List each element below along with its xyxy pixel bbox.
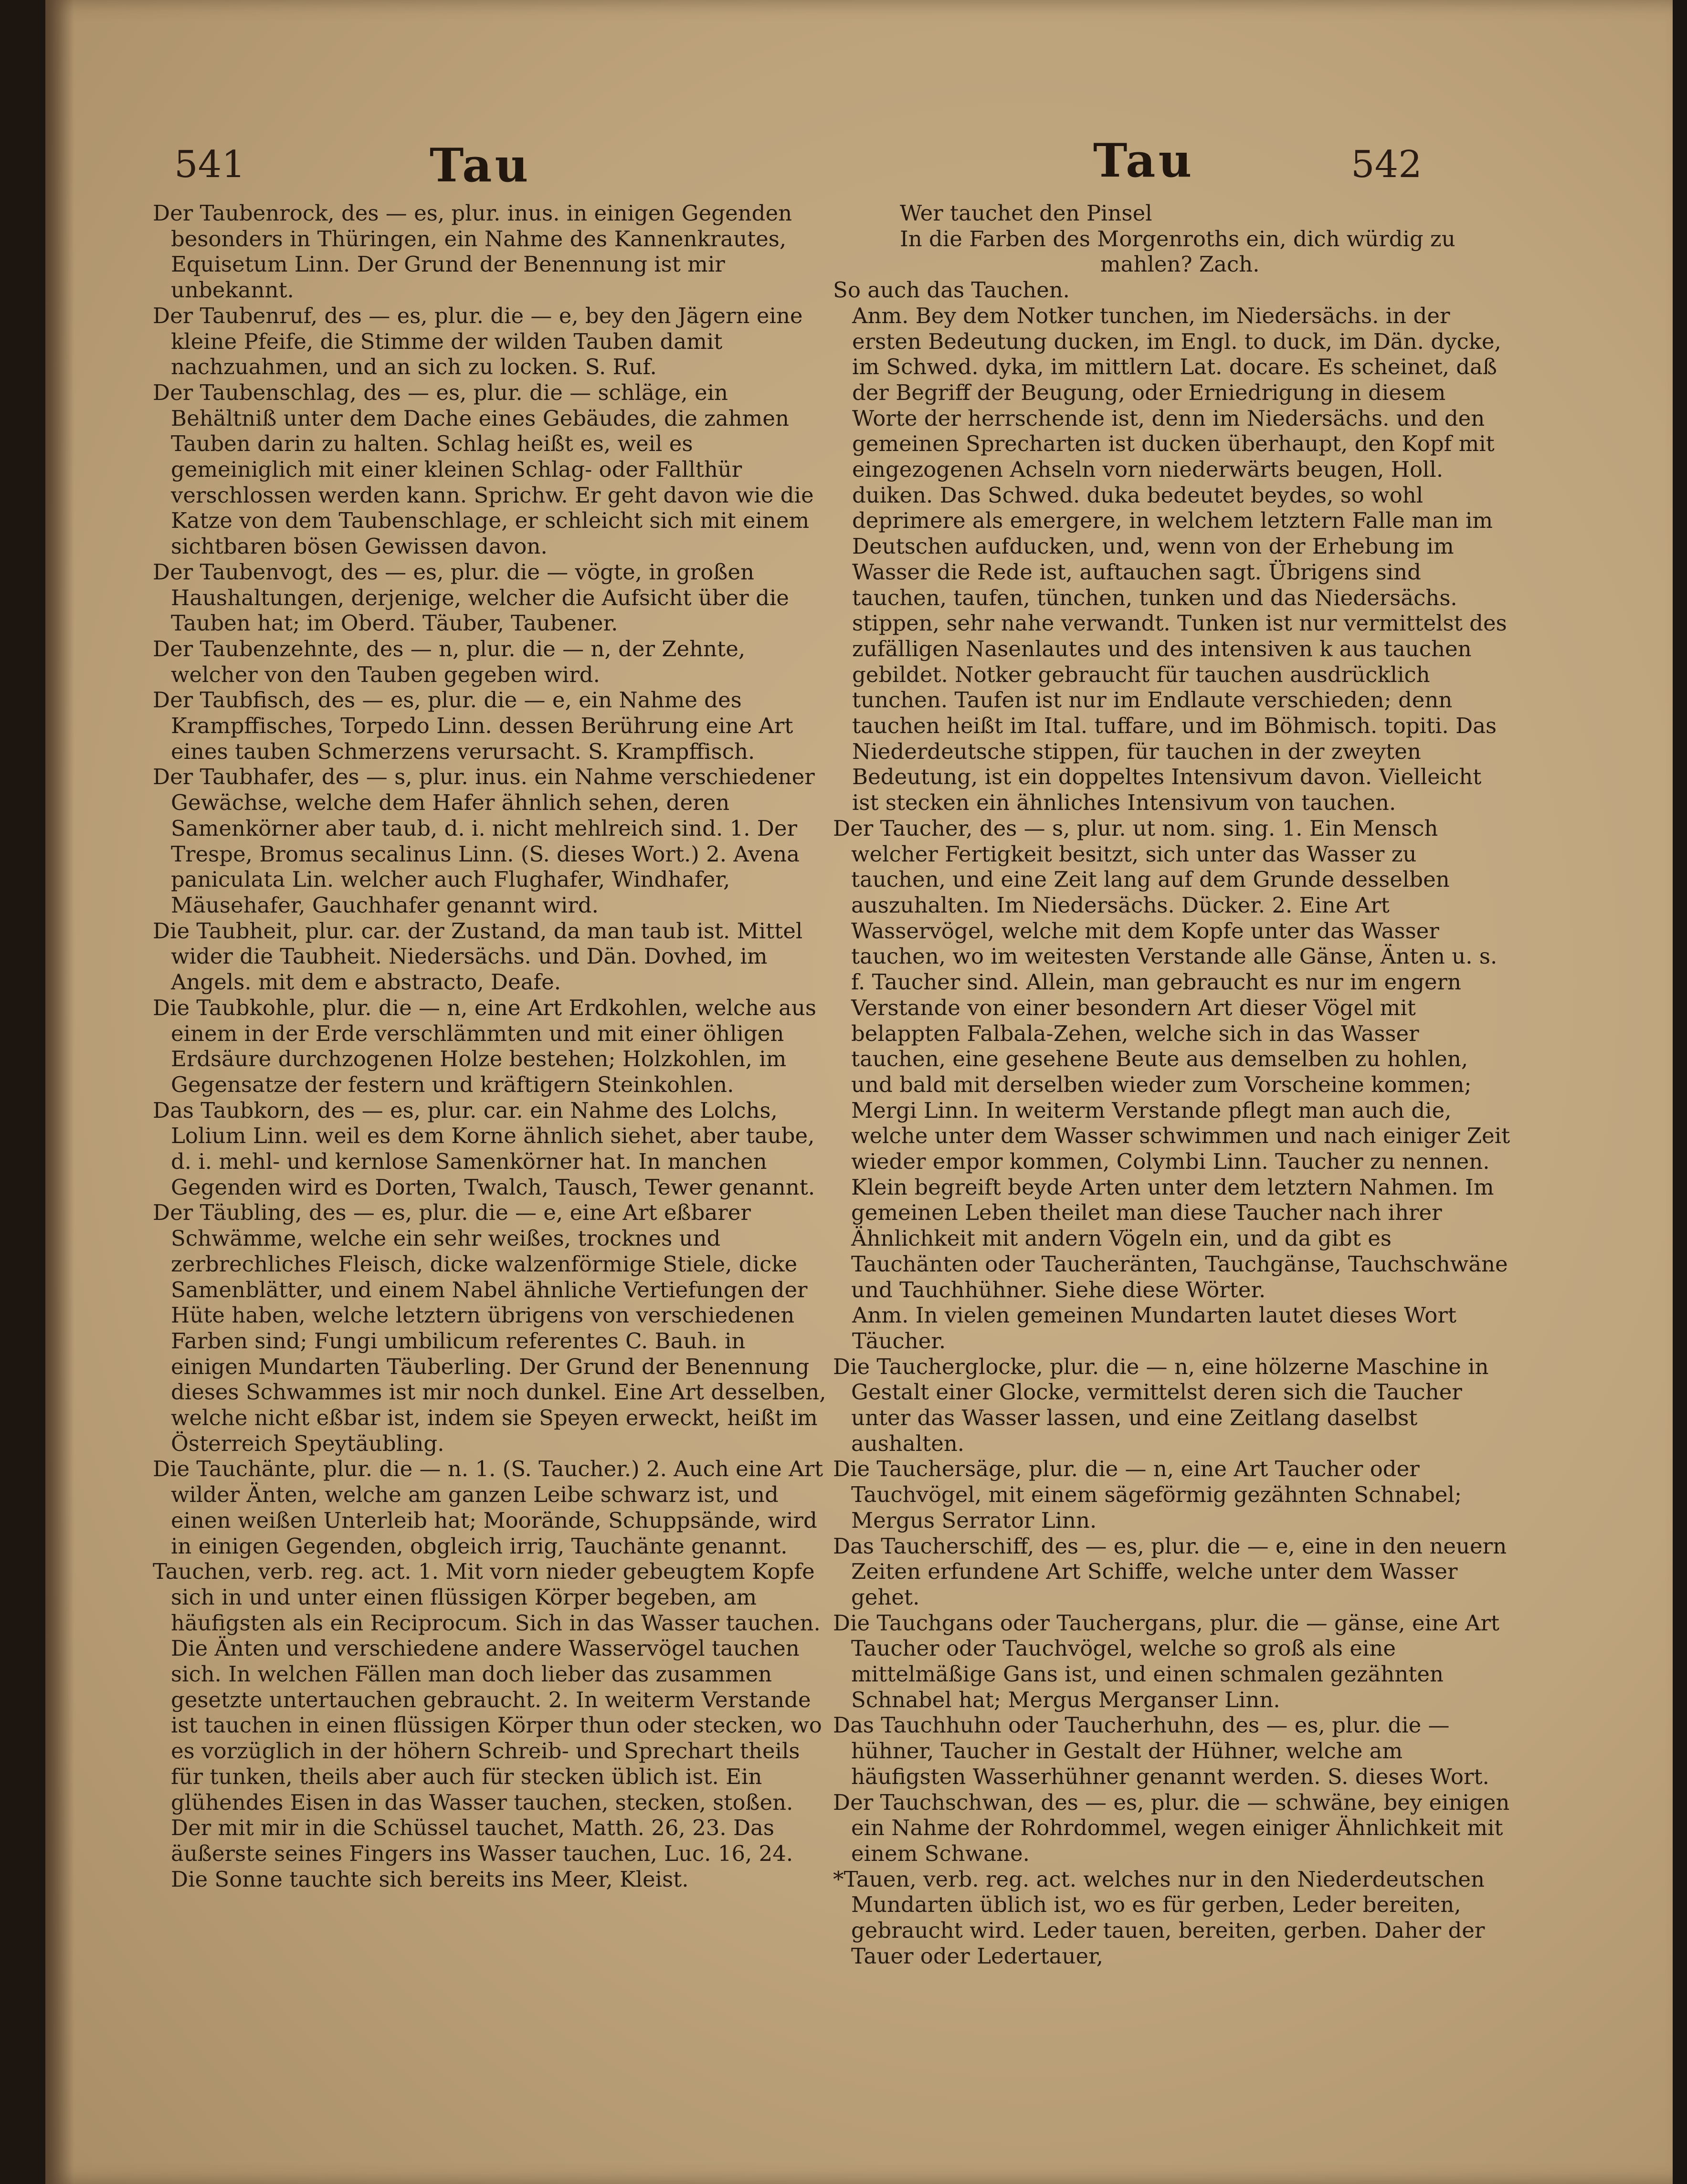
left-column [153, 200, 828, 1892]
quote-line: Wer tauchet den Pinsel [900, 200, 1152, 226]
dictionary-entry: Das Taucherschiff, des — es, plur. die — e, eine in den neuern Zeiten erfundene Art Schiffe, welche unter dem Wasser gehet. [833, 1533, 1507, 1610]
so-auch-line: So auch das Tauchen. [833, 277, 1070, 303]
anmerkung: Anm. In vielen gemeinen Mundarten lautet dieses Wort Täucher. [852, 1302, 1456, 1354]
dictionary-entry: Die Taubheit, plur. car. der Zustand, da man taub ist. Mittel wider die Taubheit. Niedersächs. und Dän. Dovhed, im Angels. mit dem e abstracto, Deafe. [153, 918, 803, 995]
anmerkung: Anm. Bey dem Notker tunchen, im Niedersächs. in der ersten Bedeutung ducken, im Engl. to duck, im Dän. dycke, im Schwed. dyka, im mittlern Lat. docare. Es scheinet, daß der Begriff der Beugung, oder Erniedrigung in diesem Worte der herrschende ist, denn im Niedersächs. und den gemeinen Sprecharten ist ducken überhaupt, den Kopf mit eingezogenen Achseln vorn niederwärts beugen, Holl. duiken. Das Schwed. duka bedeutet beydes, so wohl deprimere als emergere, in welchem letztern Falle man im Deutschen aufducken, und, wenn von der Erhebung im Wasser die Rede ist, auftauchen sagt. Übrigens sind tauchen, taufen, tünchen, tunken und das Niedersächs. stippen, sehr nahe verwandt. Tunken ist nur vermittelst des zufälligen Nasenlautes und des intensiven k aus tauchen gebildet. Notker gebraucht für tauchen ausdrücklich tunchen. Taufen ist nur im Endlaute verschieden; denn tauchen heißt im Ital. tuffare, und im Böhmisch. topiti. Das Niederdeutsche stippen, für tauchen in der zweyten Bedeutung, ist ein doppeltes Intensivum davon. Vielleicht ist stecken ein ähnliches Intensivum von tauchen. [852, 303, 1507, 816]
dictionary-entry: Der Täubling, des — es, plur. die — e, eine Art eßbarer Schwämme, welche ein sehr weißes, trocknes und zerbrechliches Fleisch, dicke walzenförmige Stiele, dicke Samenblätter, und einem Nabel ähnliche Vertiefungen der Hüte haben, welche letztern übrigens von verschiedenen Farben sind; Fungi umbilicum referentes C. Bauh. in einigen Mundarten Täuberling. Der Grund der Benennung dieses Schwammes ist mir noch dunkel. Eine Art desselben, welche nicht eßbar ist, indem sie Speyen erweckt, heißt im Österreich Speytäubling. [153, 1200, 826, 1456]
dictionary-entry: Das Tauchhuhn oder Taucherhuhn, des — es, plur. die — hühner, Taucher in Gestalt der Hühner, welche am häufigsten Wasserhühner genannt werden. S. dieses Wort. [833, 1712, 1489, 1789]
page-gutter [45, 0, 74, 2184]
dictionary-entry: Der Taubhafer, des — s, plur. inus. ein Nahme verschiedener Gewächse, welche dem Hafer ähnlich sehen, deren Samenkörner aber taub, d. i. nicht mehlreich sind. 1. Der Trespe, Bromus secalinus Linn. (S. dieses Wort.) 2. Avena paniculata Lin. welcher auch Flughafer, Windhafer, Mäusehafer, Gauchhafer genannt wird. [153, 764, 815, 918]
dictionary-entry: Der Taucher, des — s, plur. ut nom. sing. 1. Ein Mensch welcher Fertigkeit besitzt, sich unter das Wasser zu tauchen, und eine Zeit lang auf dem Grunde desselben auszuhalten. Im Niedersächs. Dücker. 2. Eine Art Wasservögel, welche mit dem Kopfe unter das Wasser tauchen, wo im weitesten Verstande alle Gänse, Änten u. s. f. Taucher sind. Allein, man gebraucht es nur im engern Verstande von einer besondern Art dieser Vögel mit belappten Falbala-Zehen, welche sich in das Wasser tauchen, eine gesehene Beute aus demselben zu hohlen, und bald mit derselben wieder zum Vorscheine kommen; Mergi Linn. In weiterm Verstande pflegt man auch die, welche unter dem Wasser schwimmen und nach einiger Zeit wieder empor kommen, Colymbi Linn. Taucher zu nennen. Klein begreift beyde Arten unter dem letztern Nahmen. Im gemeinen Leben theilet man diese Taucher nach ihrer Ähnlichkeit mit andern Vögeln ein, und da gibt es Tauchänten oder Taucheränten, Tauchgänse, Tauchschwäne und Tauchhühner. Siehe diese Wörter. [833, 815, 1510, 1302]
dictionary-entry: Der Taubenzehnte, des — n, plur. die — n, der Zehnte, welcher von den Tauben gegeben wird. [153, 636, 746, 687]
running-head-left: Tau [430, 138, 531, 192]
dictionary-entry: Das Taubkorn, des — es, plur. car. ein Nahme des Lolchs, Lolium Linn. weil es dem Korne ähnlich siehet, aber taube, d. i. mehl- und kernlose Samenkörner hat. In manchen Gegenden wird es Dorten, Twalch, Tausch, Tewer genannt. [153, 1097, 815, 1200]
quote-line: mahlen? Zach. [1100, 252, 1260, 277]
page-number-right: 542 [1351, 143, 1422, 186]
dictionary-entry: Der Tauchschwan, des — es, plur. die — schwäne, bey einigen ein Nahme der Rohrdommel, wegen einiger Ähnlichkeit mit einem Schwane. [833, 1789, 1510, 1866]
dictionary-entry: *Tauen, verb. reg. act. welches nur in den Niederdeutschen Mundarten üblich ist, wo es für gerben, Leder bereiten, gebraucht wird. Leder tauen, bereiten, gerben. Daher der Tauer oder Ledertauer, [833, 1866, 1485, 1969]
dictionary-entry: Der Taubenruf, des — es, plur. die — e, bey den Jägern eine kleine Pfeife, die Stimme der wilden Tauben damit nachzuahmen, und an sich zu locken. S. Ruf. [153, 303, 803, 380]
dictionary-entry: Der Taubfisch, des — es, plur. die — e, ein Nahme des Krampffisches, Torpedo Linn. dessen Berührung eine Art eines tauben Schmerzens verursacht. S. Krampffisch. [153, 687, 793, 764]
page-number-left: 541 [174, 143, 245, 186]
right-column [833, 200, 1513, 1969]
dictionary-entry: Der Taubenvogt, des — es, plur. die — vögte, in großen Haushaltungen, derjenige, welcher die Aufsicht über die Tauben hat; im Oberd. Täuber, Taubener. [153, 559, 789, 636]
page-edge [1673, 0, 1687, 2184]
dictionary-entry: Die Taubkohle, plur. die — n, eine Art Erdkohlen, welche aus einem in der Erde verschlämmten und mit einer öhligen Erdsäure durchzogenen Holze bestehen; Holzkohlen, im Gegensatze der festern und kräftigern Steinkohlen. [153, 995, 816, 1097]
dictionary-entry: Die Tauchänte, plur. die — n. 1. (S. Taucher.) 2. Auch eine Art wilder Änten, welche am ganzen Leibe schwarz ist, und einen weißen Unterleib hat; Moorände, Schuppsände, wird in einigen Gegenden, obgleich irrig, Tauchänte genannt. [153, 1456, 823, 1559]
dictionary-entry: Tauchen, verb. reg. act. 1. Mit vorn nieder gebeugtem Kopfe sich in und unter einen flüssigen Körper begeben, am häufigsten als ein Reciprocum. Sich in das Wasser tauchen. Die Änten und verschiedene andere Wasservögel tauchen sich. In welchen Fällen man doch lieber das zusammen gesetzte untertauchen gebraucht. 2. In weiterm Verstande ist tauchen in einen flüssigen Körper thun oder stecken, wo es vorzüglich in der höhern Schreib- und Sprechart theils für tunken, theils aber auch für stecken üblich ist. Ein glühendes Eisen in das Wasser tauchen, stecken, stoßen. Der mit mir in die Schüssel tauchet, Matth. 26, 23. Das äußerste seines Fingers ins Wasser tauchen, Luc. 16, 24. Die Sonne tauchte sich bereits ins Meer, Kleist. [153, 1559, 822, 1892]
dictionary-entry: Die Taucherglocke, plur. die — n, eine hölzerne Maschine in Gestalt einer Glocke, vermittelst deren sich die Taucher unter das Wasser lassen, und eine Zeitlang daselbst aushalten. [833, 1354, 1489, 1456]
quote-line: In die Farben des Morgenroths ein, dich würdig zu [900, 226, 1455, 252]
dictionary-entry: Der Taubenrock, des — es, plur. inus. in einigen Gegenden besonders in Thüringen, ein Nahme des Kannenkrautes, Equisetum Linn. Der Grund der Benennung ist mir unbekannt. [153, 200, 792, 303]
dictionary-entry: Die Tauchersäge, plur. die — n, eine Art Taucher oder Tauchvögel, mit einem sägeförmig gezähnten Schnabel; Mergus Serrator Linn. [833, 1456, 1462, 1533]
dictionary-entry: Die Tauchgans oder Tauchergans, plur. die — gänse, eine Art Taucher oder Tauchvögel, welche so groß als eine mittelmäßige Gans ist, und einen schmalen gezähnten Schnabel hat; Mergus Merganser Linn. [833, 1610, 1500, 1712]
dictionary-entry: Der Taubenschlag, des — es, plur. die — schläge, ein Behältniß unter dem Dache eines Gebäudes, die zahmen Tauben darin zu halten. Schlag heißt es, weil es gemeiniglich mit einer kleinen Schlag- oder Fallthür verschlossen werden kann. Sprichw. Er geht davon wie die Katze von dem Taubenschlage, er schleicht sich mit einem sichtbaren bösen Gewissen davon. [153, 379, 814, 559]
running-head-right: Tau [1093, 134, 1195, 188]
